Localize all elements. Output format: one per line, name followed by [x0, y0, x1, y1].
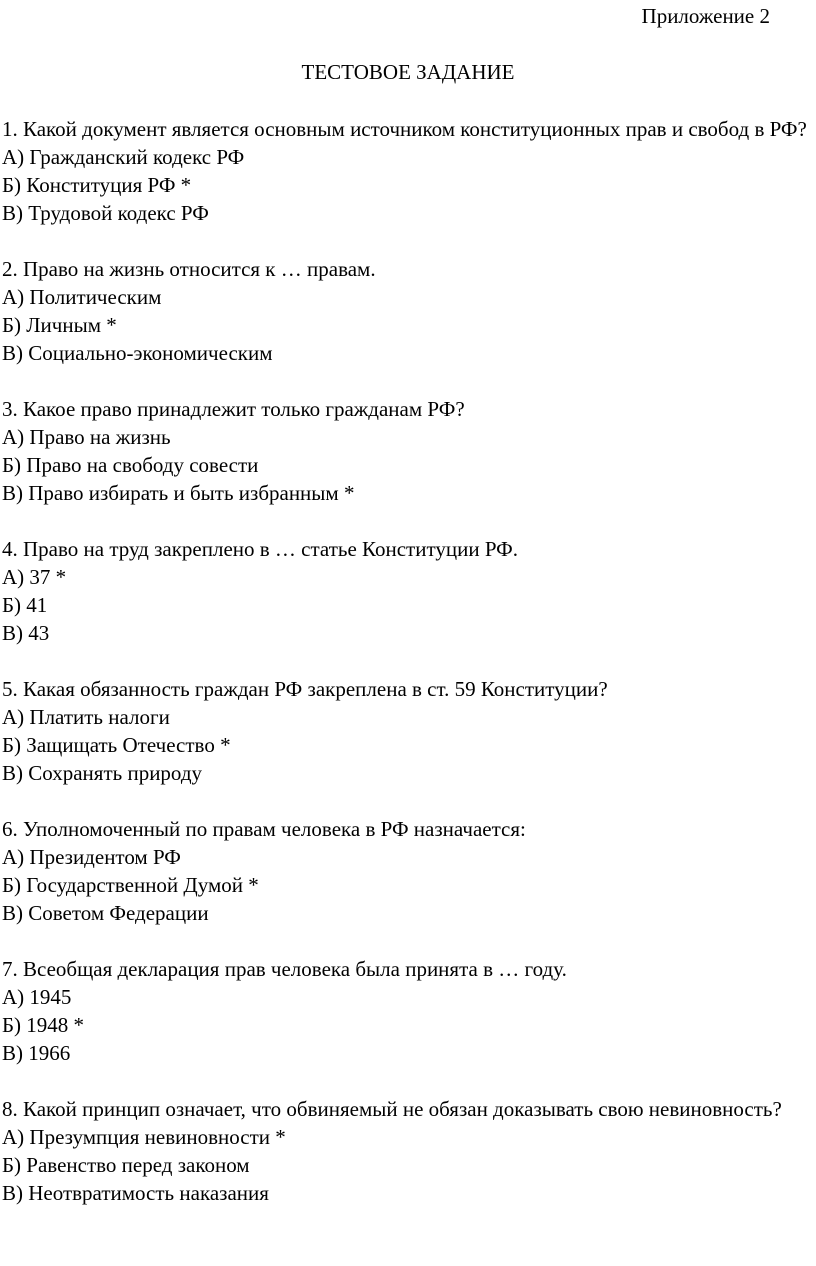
question-4	[2, 535, 812, 647]
answer-option-c: В) Советом Федерации	[2, 901, 209, 925]
answer-option-a: А) Платить налоги	[2, 705, 170, 729]
question-6	[2, 815, 812, 927]
answer-option-b: Б) Государственной Думой *	[2, 873, 259, 897]
answer-option-a: А) Политическим	[2, 285, 162, 309]
question-text: 1. Какой документ является основным источником конституционных прав и свобод в РФ?	[2, 117, 807, 141]
answer-option-b: Б) Право на свободу совести	[2, 453, 259, 477]
question-1	[2, 115, 812, 227]
question-text: 3. Какое право принадлежит только гражданам РФ?	[2, 397, 465, 421]
answer-option-b: Б) 41	[2, 593, 48, 617]
question-8	[2, 1095, 812, 1207]
question-text: 2. Право на жизнь относится к … правам.	[2, 257, 376, 281]
page-title: ТЕСТОВОЕ ЗАДАНИЕ	[301, 60, 515, 84]
answer-option-b: Б) Защищать Отечество *	[2, 733, 231, 757]
answer-option-a: А) 37 *	[2, 565, 67, 589]
question-text: 5. Какая обязанность граждан РФ закреплена в ст. 59 Конституции?	[2, 677, 608, 701]
answer-option-c: В) Социально-экономическим	[2, 341, 273, 365]
answer-option-c: В) Трудовой кодекс РФ	[2, 201, 209, 225]
answer-option-b: Б) Равенство перед законом	[2, 1153, 250, 1177]
answer-option-a: А) Гражданский кодекс РФ	[2, 145, 245, 169]
question-text: 6. Уполномоченный по правам человека в РФ назначается:	[2, 817, 526, 841]
question-7	[2, 955, 812, 1067]
answer-option-a: А) 1945	[2, 985, 72, 1009]
answer-option-b: Б) 1948 *	[2, 1013, 85, 1037]
question-3	[2, 395, 812, 507]
answer-option-b: Б) Личным *	[2, 313, 117, 337]
answer-option-c: В) 1966	[2, 1041, 71, 1065]
question-2	[2, 255, 812, 367]
question-5	[2, 675, 812, 787]
answer-option-b: Б) Конституция РФ *	[2, 173, 192, 197]
question-text: 7. Всеобщая декларация прав человека была принята в … году.	[2, 957, 567, 981]
appendix-label: Приложение 2	[641, 4, 770, 28]
question-text: 4. Право на труд закреплено в … статье Конституции РФ.	[2, 537, 518, 561]
question-text: 8. Какой принцип означает, что обвиняемый не обязан доказывать свою невиновность?	[2, 1097, 782, 1121]
question-list	[2, 115, 812, 1235]
answer-option-c: В) Право избирать и быть избранным *	[2, 481, 355, 505]
answer-option-a: А) Президентом РФ	[2, 845, 181, 869]
answer-option-a: А) Презумпция невиновности *	[2, 1125, 286, 1149]
answer-option-c: В) Сохранять природу	[2, 761, 203, 785]
answer-option-c: В) 43	[2, 621, 50, 645]
answer-option-c: В) Неотвратимость наказания	[2, 1181, 269, 1205]
answer-option-a: А) Право на жизнь	[2, 425, 171, 449]
